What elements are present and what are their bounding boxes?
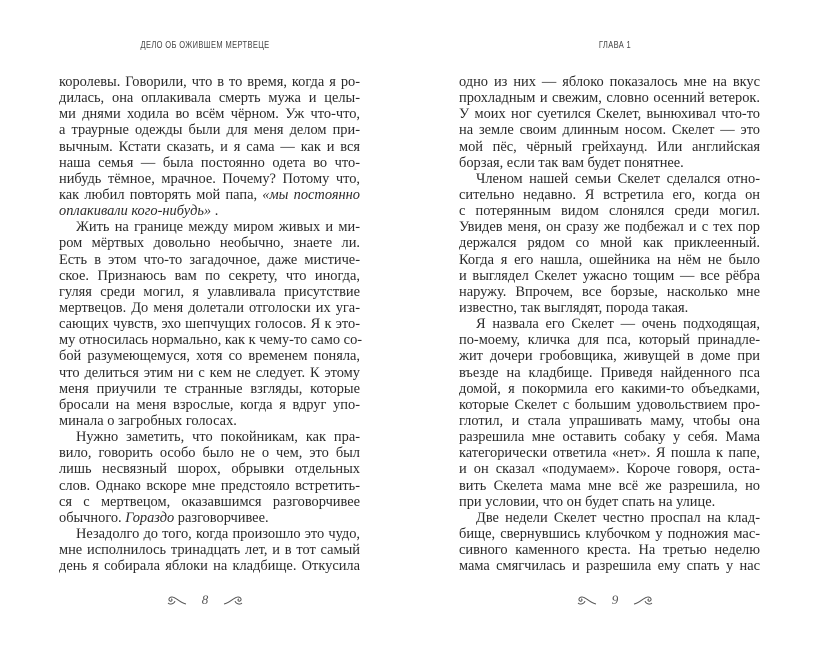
text-line: известно, так выглядят, порода такая. [459,299,689,316]
text-line: минала о загробных голосах. [59,412,237,429]
text-line: Жить на границе между миром живых и ми- [76,219,360,236]
text-line: мама смягчилась и разрешила ему спать у нас [459,558,760,575]
text-line: сивного каменного креста. На третью неделю [459,542,760,559]
text-line: ское. Признаюсь вам по секрету, что иногда, [59,267,360,284]
text-line [59,203,360,219]
page-number: 8 [201,592,209,607]
text-line: ся с мертвецом, оказавшимся разговорчивее [59,493,360,510]
right-page [410,0,820,656]
text-line: держался рядом со мной как приклеенный. [459,235,760,252]
text-line: ром мёртвых довольно необычно, знаете ли. [59,235,360,252]
italic-text: «мы постоянно [262,186,360,203]
text-line: которые Скелет с большим удовольствием про- [459,396,760,413]
text-line: му относилась нормально, как к чему-то само со- [59,332,363,349]
text-line: Нужно заметить, что покойникам, как пра- [76,429,360,446]
text-line: бой разумеющемуся, хотя со временем поняла, [59,348,360,365]
text-line: и выглядел Скелет ужасно тощим — все рёбра [459,267,760,284]
page-footer [410,592,820,608]
text-line: наша семья — была постоянно одета во что- [59,154,360,171]
text-line: разрешила мне оставить собаку у себя. Мама [459,429,760,446]
text-line: слов. Однако вскоре мне предстояло встретить- [59,477,360,494]
ornament-swirl-right-icon [222,593,244,607]
text-line: по-моему, кличка для пса, который принадле- [459,332,760,349]
ornament-swirl-left-icon [576,593,598,607]
text-line: въезде на кладбище. Приведя найденного пса [459,364,760,381]
text-line: вить Скелета мама мне всё же разрешила, но [459,477,760,494]
text-line: вило, говорить особо было не о чем, это был [59,445,360,462]
running-head-book-title: ДЕЛО ОБ ОЖИВШЕМ МЕРТВЕЦЕ [140,40,270,51]
text-line: мертвецов. До меня долетали отголоски их уга- [59,299,360,316]
text-line: Есть в этом что-то загадочное, даже мистиче- [59,251,360,268]
text-line: У моих ног суетился Скелет, вынюхивал что-то [459,106,760,123]
text-line: сительно недавно. Я встретила его, когда он [459,186,760,203]
text-line: Я назвала его Скелет — очень подходящая, [476,316,760,333]
text-line: вычным. Кстати сказать, и я сама — как и вся [59,138,360,155]
text-line: одно из них — яблоко показалось мне на вкус [459,74,760,90]
text-line: нибудь тёмное, мрачное. Почему? Потому что, [59,170,360,187]
body-text [59,74,363,575]
text-line: домой, я покормила его какими-то объедками, [459,380,760,397]
text-line: лишь несвязный шорох, обрывки отдельных [59,461,360,478]
text-line: прохладным и свежим, словно осенний ветерок. [459,90,760,107]
page-number: 9 [611,592,619,607]
text-line: сающих чувств, эхо шепчущих голосов. Я к это- [59,316,360,333]
text-line: а траурные одежды были для меня делом при- [59,122,360,139]
text-line: Когда я его нашла, ошейника на нём не было [459,251,760,268]
text-line: борзая, если так вам будет понятнее. [459,154,684,171]
running-head-chapter: ГЛАВА 1 [598,40,632,51]
text-line [59,187,360,203]
text-line: что делиться этим ни с кем не следует. К этому [59,364,360,381]
text-line: мой пёс, чёрный грейхаунд. Или английская [459,138,760,155]
text-line: жит дочери гробовщика, живущей в доме при [459,348,760,365]
italic-text: Гораздо [125,509,175,526]
body-text [459,74,760,574]
page-footer [0,592,410,608]
text-line [59,510,360,526]
text-line: королевы. Говорили, что в то время, когда я ро- [59,74,360,90]
text-segment: как любил повторять мой папа, [59,186,263,203]
text-segment: . [211,203,219,220]
text-line: гуляя среди могил, я улавливала присутствие [59,283,360,300]
text-line: бище, свернувшись клубочком у подножия мас- [459,525,760,542]
text-line: при условии, что он будет спать на улице. [459,493,716,510]
text-line: дилась, она оплакивала смерть мужа и целы- [59,90,360,107]
text-line: Две недели Скелет честно проспал на клад- [476,509,760,526]
text-line: с потерянным видом слонялся среди могил. [459,203,760,220]
text-segment: обычного. [59,509,126,526]
text-line: мне исполнилось тринадцать лет, и в тот самый [59,542,360,559]
ornament-swirl-left-icon [166,593,188,607]
ornament-swirl-right-icon [632,593,654,607]
text-segment: разговорчивее. [174,509,269,526]
text-line: день я собирала яблоки на кладбище. Откусила [59,558,360,575]
italic-text: оплакивали кого-нибудь» [59,203,212,220]
text-line: меня приучили те странные взгляды, которые [59,380,360,397]
text-line: Увидев меня, он сразу же подбежал и с тех пор [459,219,760,236]
text-line: глотил, и стала упрашивать маму, чтобы она [459,412,760,429]
text-line: наружу. Впрочем, все борзые, насколько мне [459,283,760,300]
text-line: и он сказал «подумаем». Короче говоря, оста- [459,461,760,478]
text-line: ми днями ходила во всём чёрном. Уж что-что, [59,106,360,123]
text-line: Членом нашей семьи Скелет сделался отно- [476,170,760,187]
text-line: бросали на меня взрослые, когда я вдруг упо- [59,396,360,413]
text-line: на земле своим длинным носом. Скелет — это [459,122,760,139]
text-line: Незадолго до того, когда произошло это чудо, [76,525,360,542]
text-line: категорически ответила «нет». Я пошла к папе, [459,445,760,462]
